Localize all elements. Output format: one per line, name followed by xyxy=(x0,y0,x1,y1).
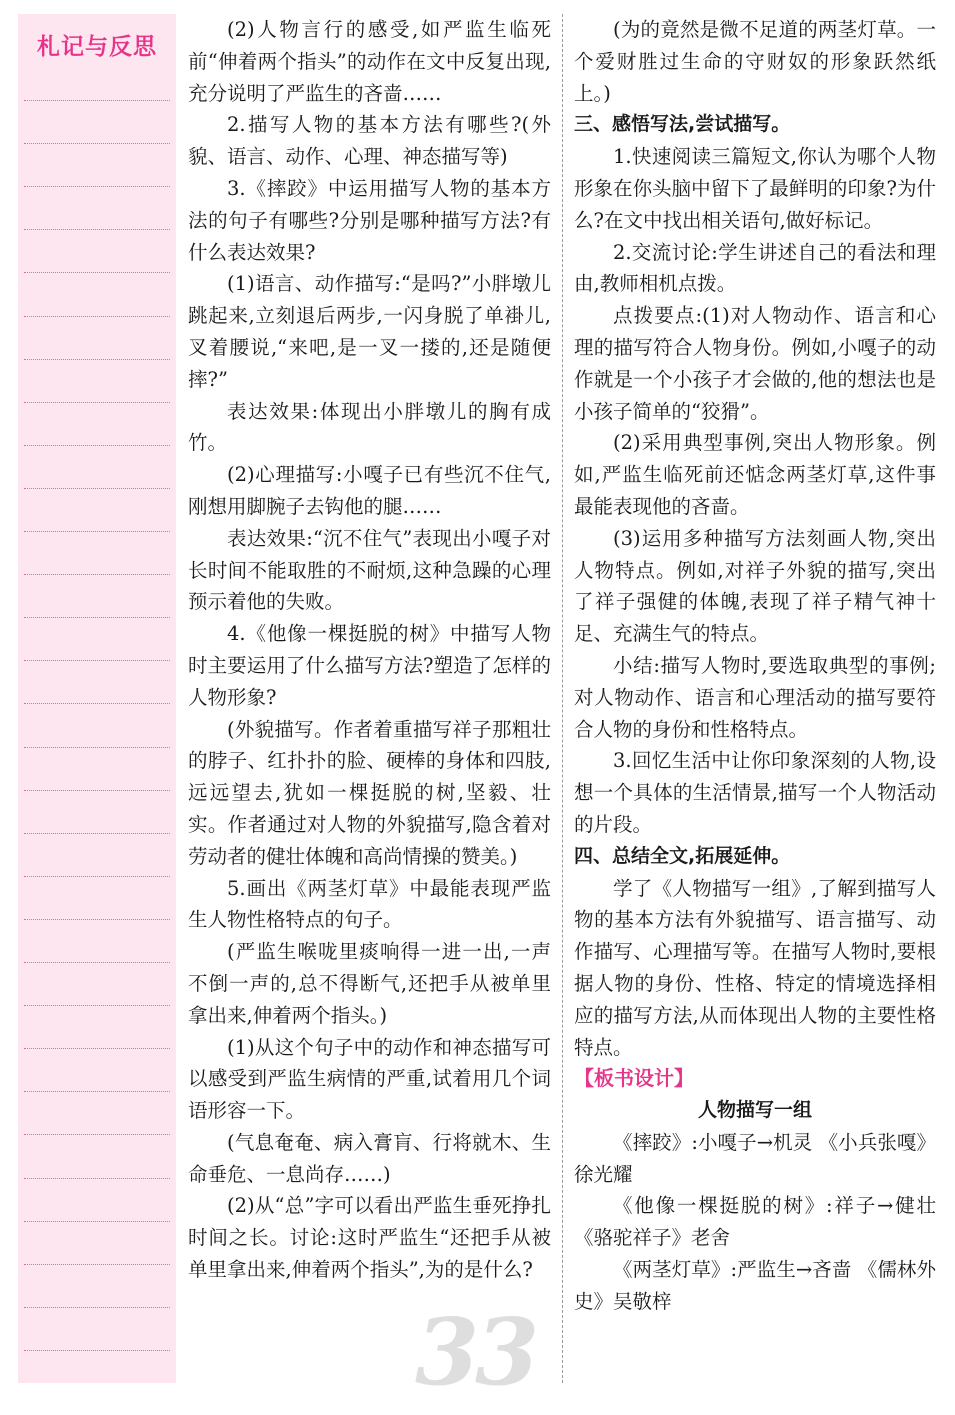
col2-paragraph: 《他像一棵挺脱的树》:祥子→健壮 《骆驼祥子》老舍 xyxy=(574,1194,936,1250)
sidebar-ruled-line xyxy=(24,402,170,403)
sidebar-ruled-line xyxy=(24,876,170,877)
col1-paragraph: 表达效果:体现出小胖墩儿的胸有成竹。 xyxy=(188,399,551,455)
col2-paragraph: 人物描写一组 xyxy=(697,1099,812,1122)
col2-paragraph: 点拨要点:(1)对人物动作、语言和心理的描写符合人物身份。例如,小嘎子的动作就是一个小孩子才会做的,他的想法也是小孩子简单的“狡猾”。 xyxy=(574,304,936,423)
sidebar-ruled-line xyxy=(24,660,170,661)
col2-paragraph: (为的竟然是微不足道的两茎灯草。一个爱财胜过生命的守财奴的形象跃然纸上。) xyxy=(574,18,936,105)
col1-paragraph: 表达效果:“沉不住气”表现出小嘎子对长时间不能取胜的不耐烦,这种急躁的心理预示着他的失败。 xyxy=(188,526,551,614)
sidebar-ruled-line xyxy=(24,1091,170,1092)
col2-paragraph: (3)运用多种描写方法刻画人物,突出人物特点。例如,对祥子外貌的描写,突出了祥子强健的体魄,表现了祥子精气神十足、充满生气的特点。 xyxy=(574,526,936,646)
col2-paragraph: 三、感悟写法,尝试描写。 xyxy=(574,113,791,136)
notes-sidebar xyxy=(18,14,176,1383)
sidebar-ruled-line xyxy=(24,1005,170,1006)
sidebar-ruled-line xyxy=(24,617,170,618)
col2-paragraph: 【板书设计】 xyxy=(574,1066,694,1091)
col1-paragraph: 4.《他像一棵挺脱的树》中描写人物时主要运用了什么描写方法?塑造了怎样的人物形象? xyxy=(188,622,551,709)
col1-paragraph: (1)语言、动作描写:“是吗?”小胖墩儿跳起来,立刻退后两步,一闪身脱了单褂儿,叉着腰说,“来吧,是一叉一搂的,还是随便摔?” xyxy=(188,272,551,391)
col2-paragraph: 《两茎灯草》:严监生→吝啬 《儒林外史》吴敬梓 xyxy=(574,1258,936,1313)
col1-paragraph: (2)从“总”字可以看出严监生垂死挣扎时间之长。讨论:这时严监生“还把手从被单里拿出来,伸着两个指头”,为的是什么? xyxy=(188,1194,551,1282)
col2-paragraph: 1.快速阅读三篇短文,你认为哪个人物形象在你头脑中留下了最鲜明的印象?为什么?在文中找出相关语句,做好标记。 xyxy=(574,145,936,232)
sidebar-ruled-line xyxy=(24,1221,170,1222)
col2-paragraph: 四、总结全文,拓展延伸。 xyxy=(574,844,791,867)
col1-paragraph: 2.描写人物的基本方法有哪些?(外貌、语言、动作、心理、神态描写等) xyxy=(188,113,551,169)
sidebar-ruled-line xyxy=(24,790,170,791)
col2-paragraph: 学了《人物描写一组》,了解到描写人物的基本方法有外貌描写、语言描写、动作描写、心理描写等。在描写人物时,要根据人物的身份、性格、特定的情境选择相应的描写方法,从而体现出人物的主要性格特点。 xyxy=(574,876,936,1059)
sidebar-ruled-line xyxy=(24,359,170,360)
sidebar-ruled-line xyxy=(24,316,170,317)
col1-paragraph: (严监生喉咙里痰响得一进一出,一声不倒一声的,总不得断气,还把手从被单里拿出来,伸着两个指头。) xyxy=(188,940,551,1027)
sidebar-ruled-line xyxy=(24,445,170,446)
sidebar-ruled-line xyxy=(24,143,170,144)
col2-paragraph: 《摔跤》:小嘎子→机灵 《小兵张嘎》徐光耀 xyxy=(574,1130,936,1186)
sidebar-ruled-line xyxy=(24,100,170,101)
sidebar-ruled-line xyxy=(24,1307,170,1308)
sidebar-ruled-line xyxy=(24,919,170,920)
col1-paragraph: (外貌描写。作者着重描写祥子那粗壮的脖子、红扑扑的脸、硬棒的身体和四肢,远远望去,犹如一棵挺脱的树,坚毅、壮实。作者通过对人物的外貌描写,隐含着对劳动者的健壮体魄和高尚情操的赞美。) xyxy=(188,717,551,868)
sidebar-ruled-line xyxy=(24,1350,170,1351)
sidebar-ruled-line xyxy=(24,1134,170,1135)
sidebar-title: 札记与反思 xyxy=(37,34,157,60)
col2-paragraph: 3.回忆生活中让你印象深刻的人物,设想一个具体的生活情景,描写一个人物活动的片段。 xyxy=(574,749,936,836)
sidebar-ruled-line xyxy=(24,531,170,532)
sidebar-ruled-line xyxy=(24,1048,170,1049)
sidebar-ruled-line xyxy=(24,272,170,273)
sidebar-ruled-lines xyxy=(18,14,176,1383)
sidebar-ruled-line xyxy=(24,833,170,834)
col1-paragraph: (1)从这个句子中的动作和神态描写可以感受到严监生病情的严重,试着用几个词语形容一下。 xyxy=(188,1035,551,1123)
col2-paragraph: (2)采用典型事例,突出人物形象。例如,严监生临死前还惦念两茎灯草,这件事最能表现他的吝啬。 xyxy=(574,431,936,518)
sidebar-ruled-line xyxy=(24,229,170,230)
col2-paragraph: 2.交流讨论:学生讲述自己的看法和理由,教师相机点拨。 xyxy=(574,240,936,296)
sidebar-ruled-line xyxy=(24,488,170,489)
main-column-right xyxy=(574,14,936,1318)
sidebar-ruled-line xyxy=(24,747,170,748)
sidebar-ruled-line xyxy=(24,1178,170,1179)
col1-paragraph: 3.《摔跤》中运用描写人物的基本方法的句子有哪些?分别是哪种描写方法?有什么表达效果? xyxy=(188,176,551,264)
page-number: 33 xyxy=(415,1298,536,1406)
col1-paragraph: (气息奄奄、病入膏肓、行将就木、生命垂危、一息尚存……) xyxy=(188,1130,551,1186)
sidebar-ruled-line xyxy=(24,1264,170,1265)
col2-paragraph: 小结:描写人物时,要选取典型的事例;对人物动作、语言和心理活动的描写要符合人物的身份和性格特点。 xyxy=(574,653,936,741)
col1-paragraph: (2)人物言行的感受,如严监生临死前“伸着两个指头”的动作在文中反复出现,充分说明了严监生的吝啬…… xyxy=(188,18,551,105)
col1-paragraph: 5.画出《两茎灯草》中最能表现严监生人物性格特点的句子。 xyxy=(188,876,551,932)
sidebar-ruled-line xyxy=(24,962,170,963)
sidebar-ruled-line xyxy=(24,703,170,704)
col1-paragraph: (2)心理描写:小嘎子已有些沉不住气,刚想用脚腕子去钩他的腿…… xyxy=(188,463,551,518)
column-divider xyxy=(562,14,563,1383)
sidebar-ruled-line xyxy=(24,186,170,187)
main-column-left xyxy=(188,14,551,1286)
sidebar-ruled-line xyxy=(24,574,170,575)
